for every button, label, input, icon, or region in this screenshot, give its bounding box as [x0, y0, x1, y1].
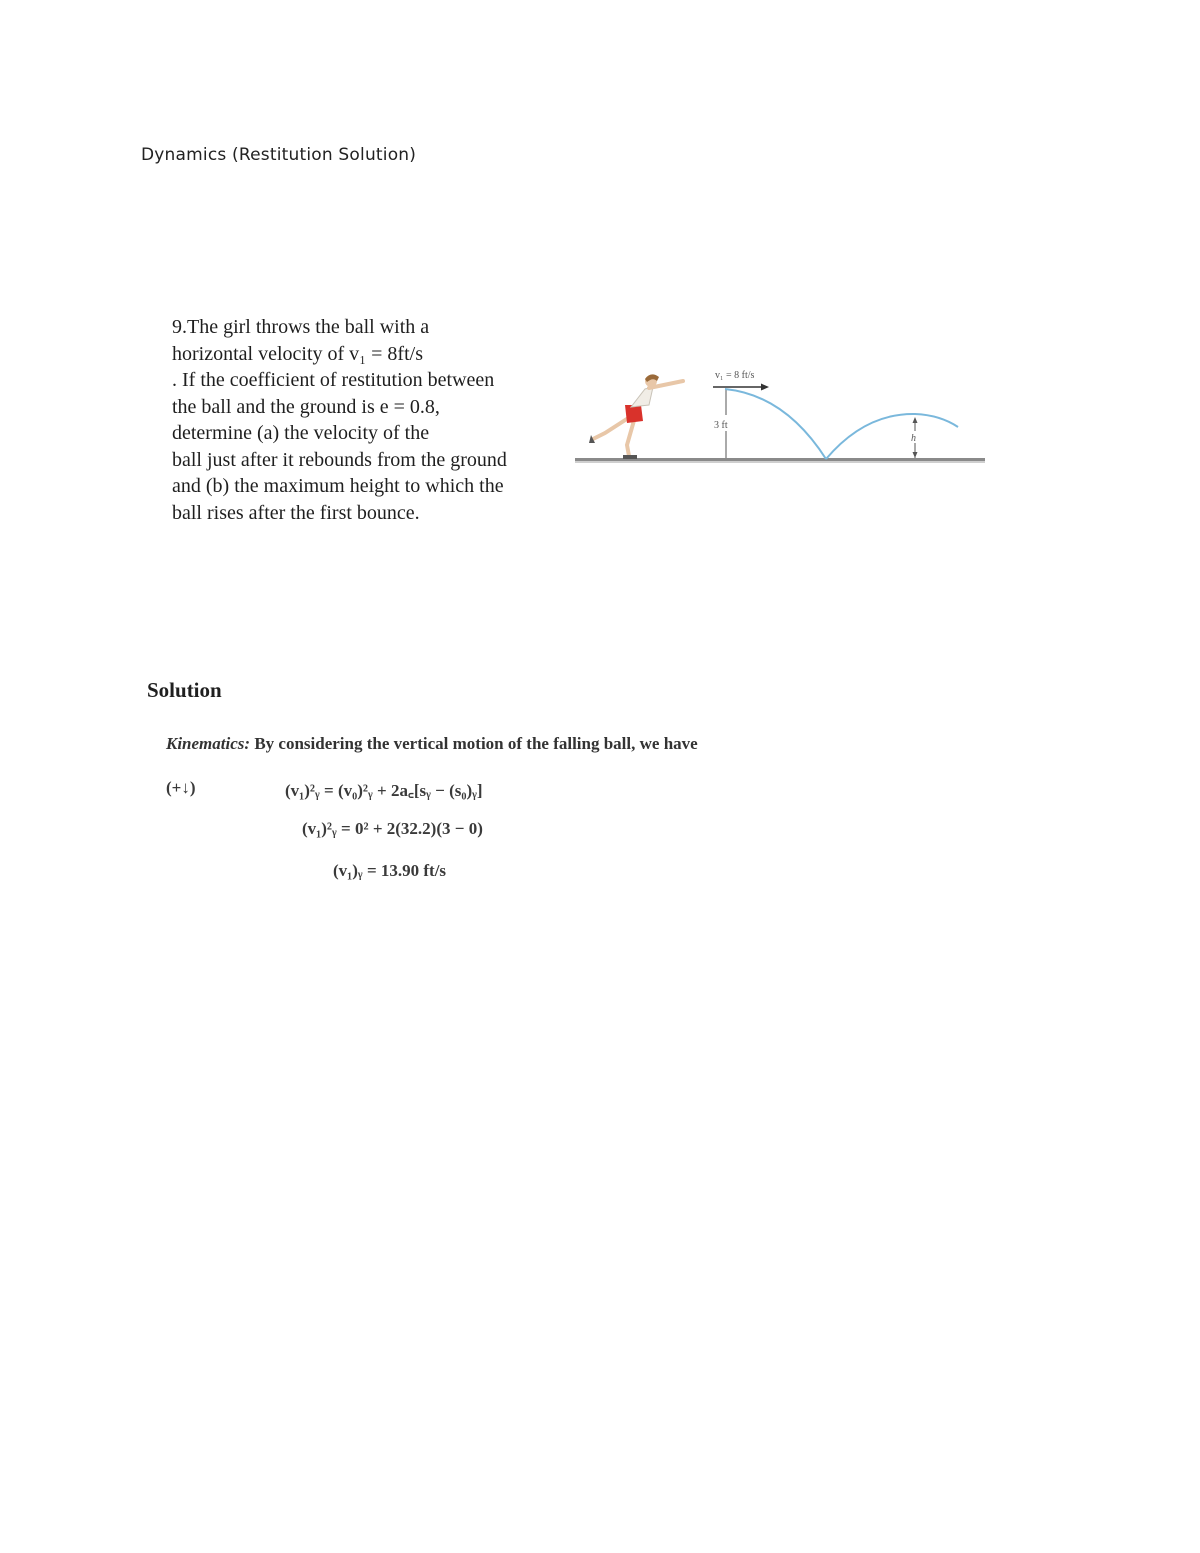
problem-line: ball just after it rebounds from the ground: [172, 448, 507, 471]
problem-statement: [172, 314, 572, 526]
page-title: Dynamics (Restitution Solution): [141, 145, 417, 165]
height-label: 3 ft: [714, 420, 728, 431]
equation-substituted: (v₁)²ᵧ = 0² + 2(32.2)(3 − 0): [302, 819, 483, 838]
kinematics-text: By considering the vertical motion of the falling ball, we have: [250, 734, 698, 753]
rebound-trajectory: [826, 414, 958, 459]
problem-line: ball rises after the first bounce.: [172, 501, 420, 524]
problem-line: horizontal velocity of v₁ = 8ft/s: [172, 342, 423, 365]
sign-convention: (+↓): [166, 778, 196, 797]
girl-figure: [589, 374, 683, 459]
problem-line: . If the coefficient of restitution between: [172, 369, 495, 391]
problem-figure: [575, 355, 990, 475]
shorts: [625, 405, 643, 423]
problem-line: determine (a) the velocity of the: [172, 422, 430, 444]
equation-result: (v₁)ᵧ = 13.90 ft/s: [333, 861, 447, 880]
equation-general: (v₁)²ᵧ = (v₀)²ᵧ + 2a꜀[sᵧ − (s₀)ᵧ]: [285, 781, 483, 800]
solution-heading: Solution: [147, 678, 222, 702]
kinematics-label: Kinematics:: [166, 734, 251, 753]
velocity-label: v₁ = 8 ft/s: [715, 370, 755, 381]
ground-shadow: [575, 461, 985, 463]
problem-line: the ball and the ground is e = 0.8,: [172, 395, 440, 418]
velocity-arrowhead: [761, 384, 769, 391]
rebound-height-label: h: [911, 433, 916, 444]
kinematics-intro: [166, 734, 698, 754]
problem-line: 9.The girl throws the ball with a: [172, 316, 430, 338]
problem-line: and (b) the maximum height to which the: [172, 475, 504, 497]
